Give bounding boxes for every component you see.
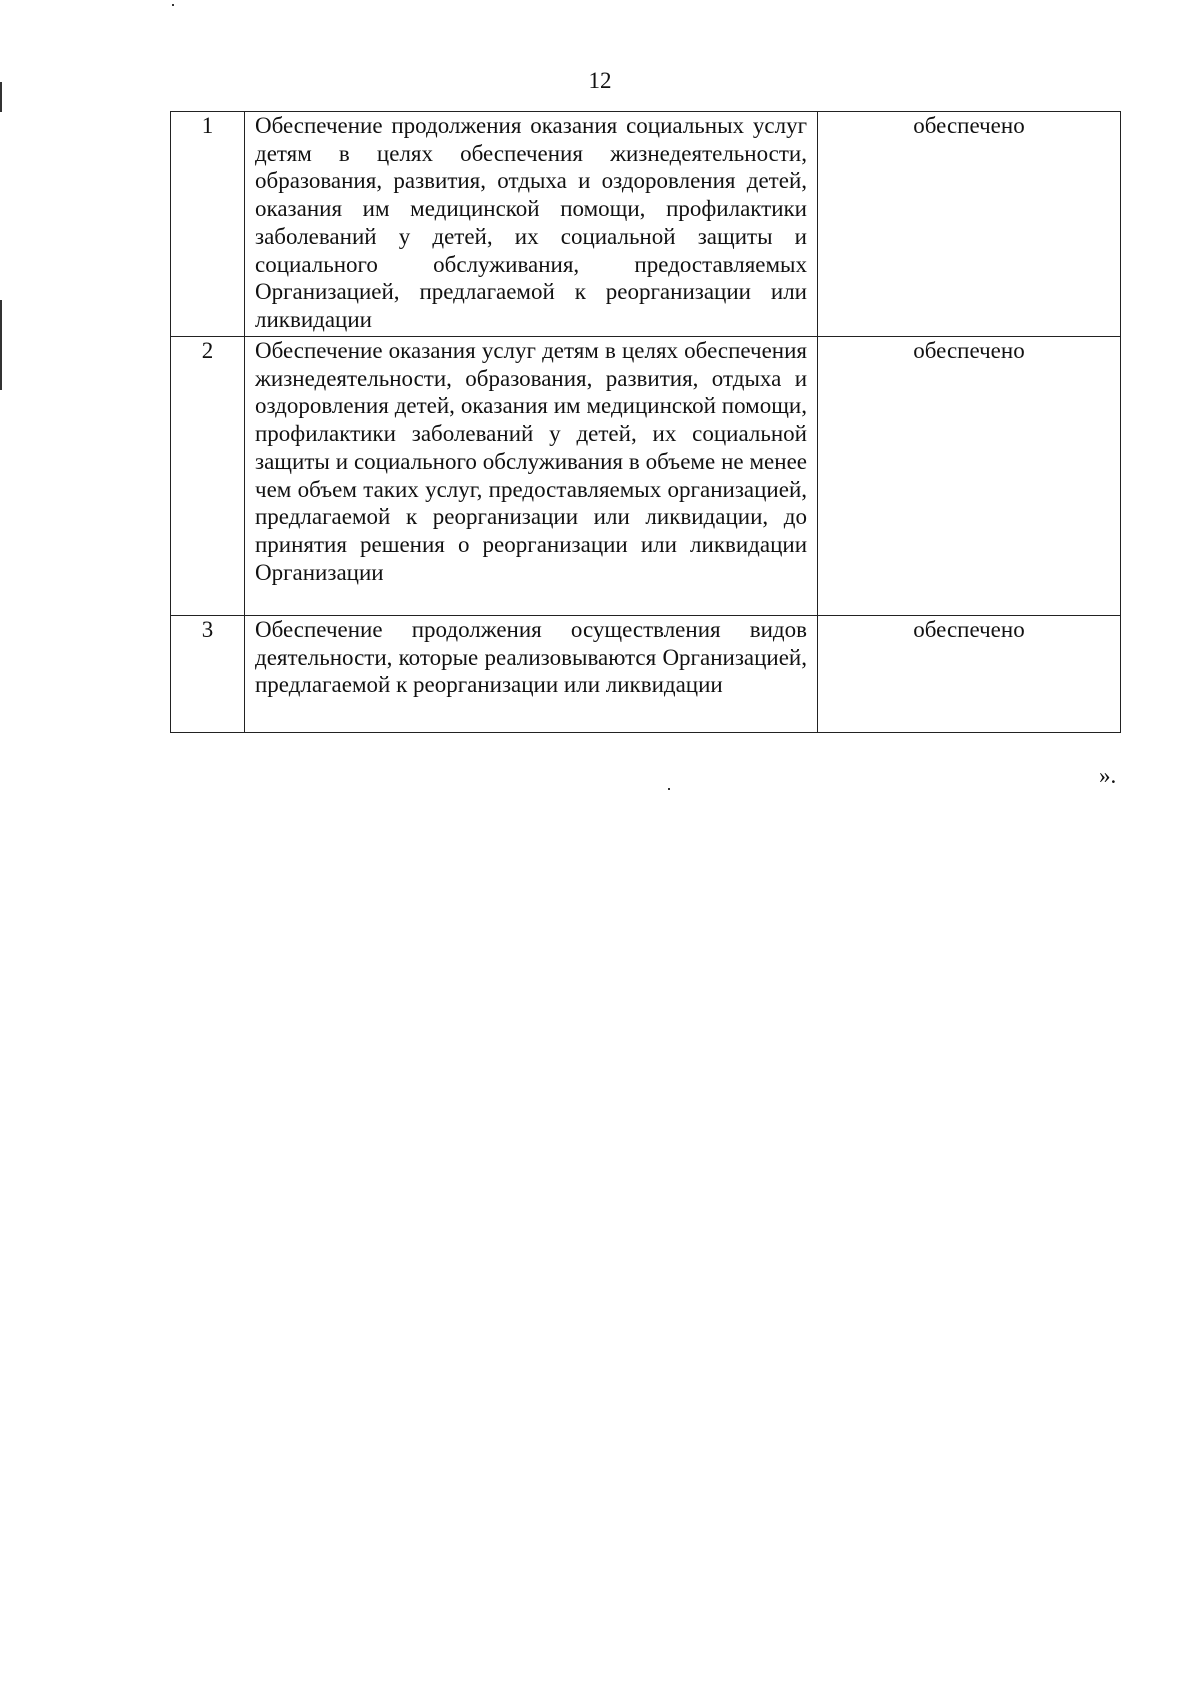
table-row bbox=[171, 337, 1121, 616]
scan-dot bbox=[668, 788, 670, 790]
row-description: Обеспечение оказания услуг детям в целях обеспечения жизнедеятельности, образования, развития, отдыха и оздоровления детей, оказания им медицинской помощи, профилактики заболеваний у детей, их социальной защиты и социального обслуживания в объеме не менее чем объем таких услуг, предоставляемых организацией, предлагаемой к реорганизации или ликвидации, до принятия решения о реорганизации или ликвидации Организации bbox=[245, 337, 818, 616]
row-status: обеспечено bbox=[818, 616, 1121, 733]
row-number: 2 bbox=[171, 337, 245, 616]
row-status: обеспечено bbox=[818, 337, 1121, 616]
row-number: 1 bbox=[171, 112, 245, 337]
scan-edge-mark bbox=[0, 300, 2, 390]
scan-edge-mark bbox=[0, 82, 2, 112]
criteria-table bbox=[170, 111, 1121, 733]
row-description: Обеспечение продолжения оказания социальных услуг детям в целях обеспечения жизнедеятельности, образования, развития, отдыха и оздоровления детей, оказания им медицинской помощи, профилактики заболеваний у детей, их социальной защиты и социального обслуживания, предоставляемых Организацией, предлагаемой к реорганизации или ликвидации bbox=[245, 112, 818, 337]
page-number: 12 bbox=[588, 68, 612, 93]
table-row bbox=[171, 616, 1121, 733]
row-status: обеспечено bbox=[818, 112, 1121, 337]
scan-dot bbox=[172, 4, 174, 6]
row-number: 3 bbox=[171, 616, 245, 733]
row-description: Обеспечение продолжения осуществления видов деятельности, которые реализовываются Организацией, предлагаемой к реорганизации или ликвидации bbox=[245, 616, 818, 733]
closing-quote: ». bbox=[1099, 763, 1117, 788]
table-row bbox=[171, 112, 1121, 337]
